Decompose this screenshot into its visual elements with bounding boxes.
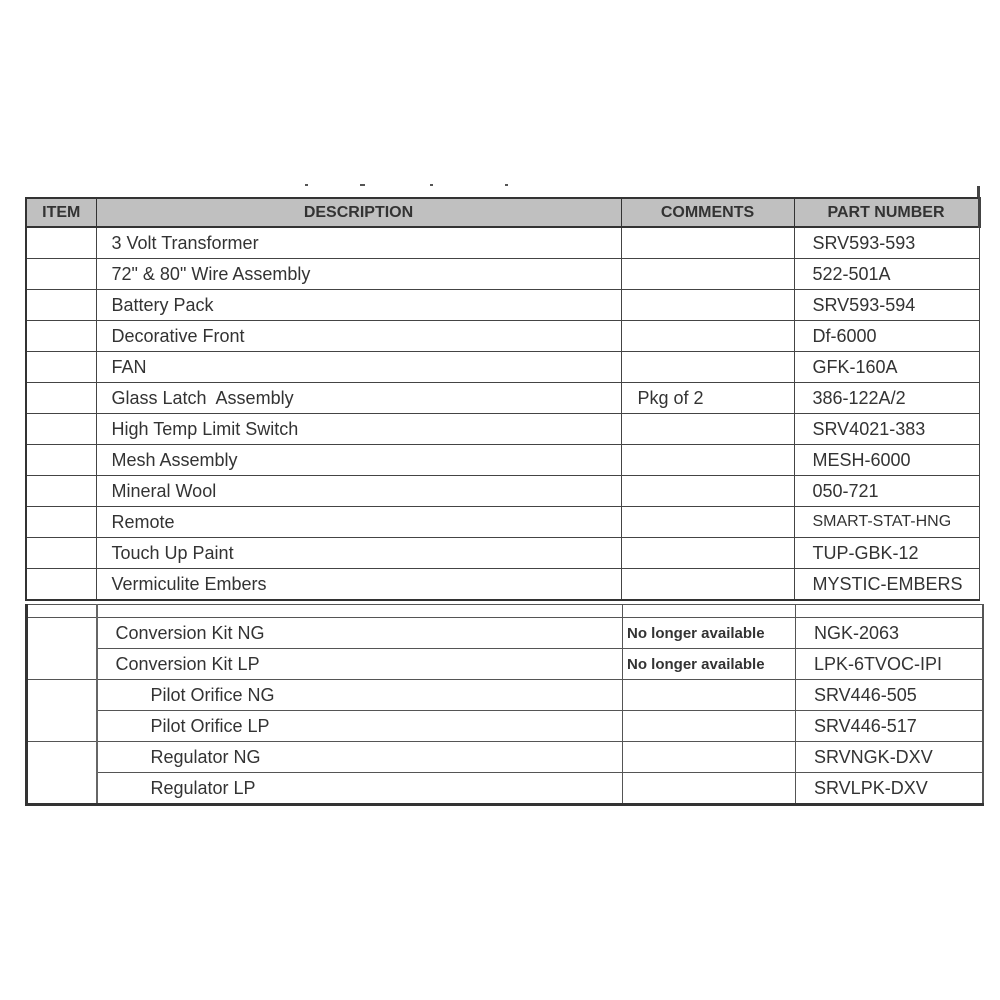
part-number-cell: LPK-6TVOC-IPI xyxy=(796,649,983,680)
description-cell: Mineral Wool xyxy=(96,476,621,507)
item-cell xyxy=(26,414,96,445)
item-cell xyxy=(27,618,97,680)
item-cell xyxy=(27,680,97,742)
header-part-number: PART NUMBER xyxy=(794,198,979,227)
item-cell xyxy=(26,227,96,259)
table-row xyxy=(26,259,979,290)
comments-cell: Pkg of 2 xyxy=(621,383,794,414)
part-number-cell: SRV4021-383 xyxy=(794,414,979,445)
part-number-cell: MYSTIC-EMBERS xyxy=(794,569,979,601)
table-row xyxy=(26,352,979,383)
part-number-cell: 386-122A/2 xyxy=(794,383,979,414)
description-cell: 72" & 80" Wire Assembly xyxy=(96,259,621,290)
part-number-cell: Df-6000 xyxy=(794,321,979,352)
comments-cell xyxy=(621,227,794,259)
part-number-cell: SRV593-593 xyxy=(794,227,979,259)
table-row xyxy=(26,507,979,538)
part-number-cell: GFK-160A xyxy=(794,352,979,383)
table-row xyxy=(26,227,979,259)
part-number-cell: SMART-STAT-HNG xyxy=(794,507,979,538)
item-cell xyxy=(27,742,97,805)
blank-row xyxy=(27,605,983,618)
description-cell: Regulator LP xyxy=(97,773,623,805)
comments-cell xyxy=(621,290,794,321)
table-row xyxy=(26,321,979,352)
description-cell: High Temp Limit Switch xyxy=(96,414,621,445)
description-cell: Touch Up Paint xyxy=(96,538,621,569)
comments-cell: No longer available xyxy=(623,649,796,680)
item-cell xyxy=(26,352,96,383)
description-cell: Remote xyxy=(96,507,621,538)
part-number-cell: MESH-6000 xyxy=(794,445,979,476)
part-number-cell: NGK-2063 xyxy=(796,618,983,649)
comments-cell xyxy=(621,569,794,601)
comments-cell xyxy=(621,414,794,445)
scan-artifact-marks xyxy=(300,184,530,188)
comments-cell xyxy=(621,321,794,352)
item-cell xyxy=(26,507,96,538)
comments-cell xyxy=(623,680,796,711)
comments-cell xyxy=(621,445,794,476)
description-cell: Glass Latch Assembly xyxy=(96,383,621,414)
description-cell: Pilot Orifice LP xyxy=(97,711,623,742)
part-number-cell: 050-721 xyxy=(794,476,979,507)
table-row xyxy=(26,383,979,414)
header-description: DESCRIPTION xyxy=(96,198,621,227)
part-number-cell: TUP-GBK-12 xyxy=(794,538,979,569)
comments-cell xyxy=(623,742,796,773)
header-item: ITEM xyxy=(26,198,96,227)
item-cell xyxy=(26,321,96,352)
comments-cell xyxy=(623,773,796,805)
table-row xyxy=(27,649,983,680)
table-row xyxy=(27,742,983,773)
item-cell xyxy=(26,290,96,321)
parts-table xyxy=(25,197,981,601)
table-row xyxy=(26,414,979,445)
part-number-cell: SRV446-517 xyxy=(796,711,983,742)
description-cell: Conversion Kit LP xyxy=(97,649,623,680)
part-number-cell: 522-501A xyxy=(794,259,979,290)
description-cell: 3 Volt Transformer xyxy=(96,227,621,259)
item-cell xyxy=(26,569,96,601)
part-number-cell: SRVLPK-DXV xyxy=(796,773,983,805)
comments-cell: No longer available xyxy=(623,618,796,649)
table-row xyxy=(27,618,983,649)
comments-cell xyxy=(621,538,794,569)
table-row xyxy=(26,569,979,601)
table-row xyxy=(26,445,979,476)
table-row xyxy=(27,711,983,742)
part-number-cell: SRV446-505 xyxy=(796,680,983,711)
comments-cell xyxy=(621,476,794,507)
table-row xyxy=(26,476,979,507)
description-cell: Conversion Kit NG xyxy=(97,618,623,649)
comments-cell xyxy=(621,259,794,290)
item-cell xyxy=(26,445,96,476)
part-number-cell: SRVNGK-DXV xyxy=(796,742,983,773)
table-row xyxy=(27,680,983,711)
item-cell xyxy=(26,383,96,414)
item-cell xyxy=(26,476,96,507)
table-row xyxy=(27,773,983,805)
description-cell: Regulator NG xyxy=(97,742,623,773)
comments-cell xyxy=(621,507,794,538)
table-row xyxy=(26,290,979,321)
description-cell: Vermiculite Embers xyxy=(96,569,621,601)
description-cell: FAN xyxy=(96,352,621,383)
item-cell xyxy=(26,538,96,569)
table-header-row xyxy=(26,198,979,227)
conversion-parts-table xyxy=(25,604,984,806)
comments-cell xyxy=(621,352,794,383)
comments-cell xyxy=(623,711,796,742)
description-cell: Battery Pack xyxy=(96,290,621,321)
description-cell: Pilot Orifice NG xyxy=(97,680,623,711)
part-number-cell: SRV593-594 xyxy=(794,290,979,321)
item-cell xyxy=(26,259,96,290)
description-cell: Decorative Front xyxy=(96,321,621,352)
header-comments: COMMENTS xyxy=(621,198,794,227)
description-cell: Mesh Assembly xyxy=(96,445,621,476)
table-row xyxy=(26,538,979,569)
